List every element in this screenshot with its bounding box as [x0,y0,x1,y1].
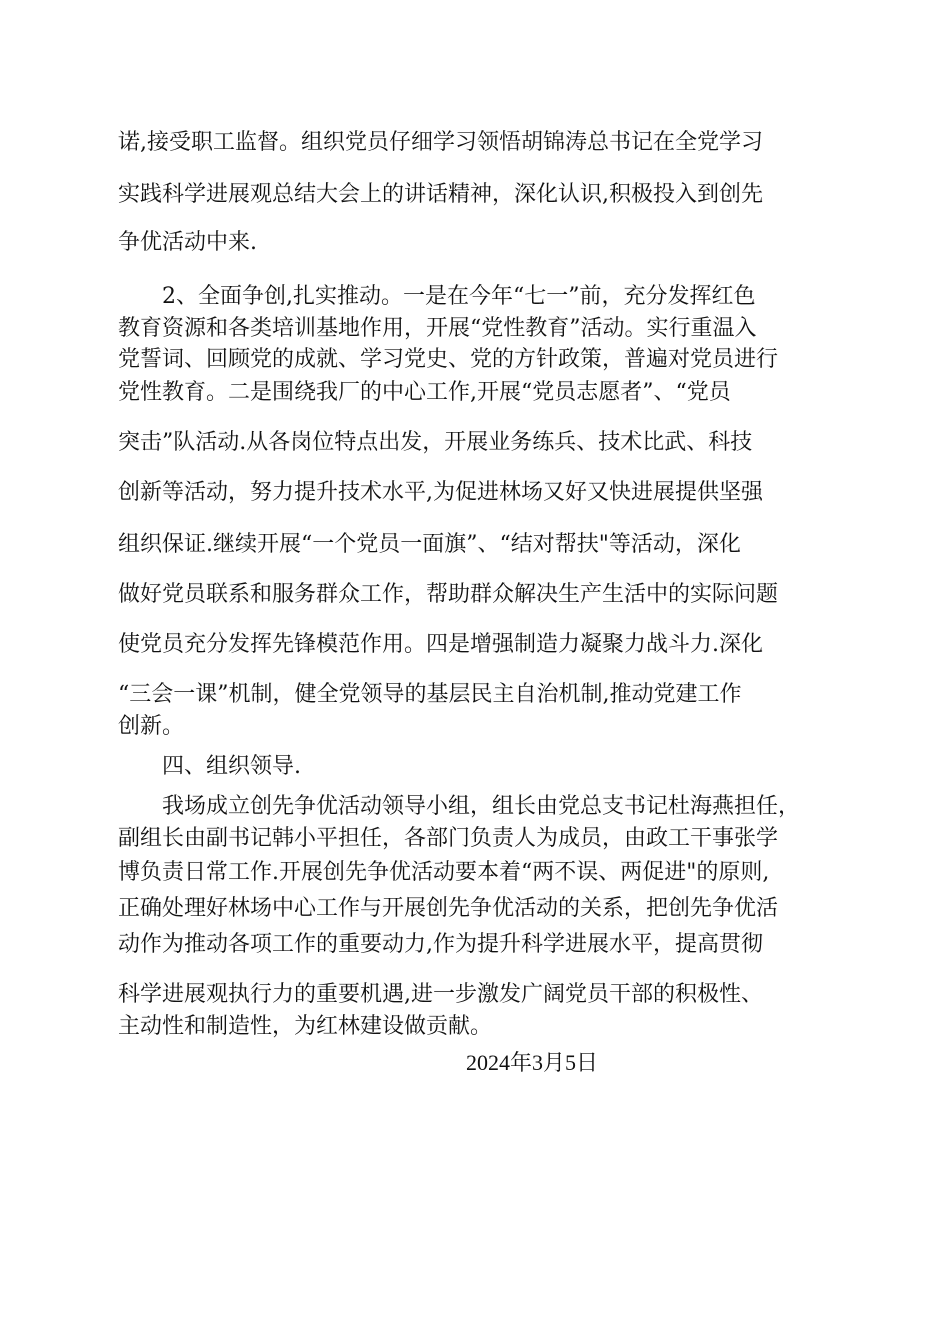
text-line-13: “三会一课”机制，健全党领导的基层民主自治机制,推动党建工作 [118,682,742,707]
text-line-1: 诺,接受职工监督。组织党员仔细学习领悟胡锦涛总书记在全党学习 [118,130,763,155]
text-line-11: 做好党员联系和服务群众工作，帮助群众解决生产生活中的实际问题 [118,582,779,607]
text-line-5: 教育资源和各类培训基地作用，开展“党性教育”活动。实行重温入 [118,316,757,341]
document-date: 2024年3月5日 [466,1050,599,1075]
text-line-9: 创新等活动，努力提升技术水平,为促进林场又好又快进展提供坚强 [118,480,763,505]
text-line-4: 2、全面争创,扎实推动。一是在今年“七一”前，充分发挥红色 [162,284,756,309]
text-line-3: 争优活动中来. [118,230,257,255]
text-line-20: 动作为推动各项工作的重要动力,作为提升科学进展水平，提高贯彻 [118,932,763,957]
text-line-22: 主动性和制造性，为红林建设做贡献。 [118,1014,493,1039]
text-line-16: 我场成立创先争优活动领导小组，组长由党总支书记杜海燕担任， [162,794,801,819]
text-line-21: 科学进展观执行力的重要机遇,进一步激发广阔党员干部的积极性、 [118,982,763,1007]
text-line-12: 使党员充分发挥先锋模范作用。四是增强制造力凝聚力战斗力.深化 [118,632,763,657]
text-line-19: 正确处理好林场中心工作与开展创先争优活动的关系，把创先争优活 [118,896,779,921]
text-line-8: 突击”队活动.从各岗位特点出发，开展业务练兵、技术比武、科技 [118,430,753,455]
text-line-2: 实践科学进展观总结大会上的讲话精神，深化认识,积极投入到创先 [118,182,763,207]
text-line-17: 副组长由副书记韩小平担任，各部门负责人为成员，由政工干事张学 [118,826,779,851]
text-line-6: 党誓词、回顾党的成就、学习党史、党的方针政策，普遍对党员进行 [118,347,779,372]
text-line-7: 党性教育。二是围绕我厂的中心工作,开展“党员志愿者”、“党员 [118,380,731,405]
text-line-10: 组织保证.继续开展“一个党员一面旗”、“结对帮扶"等活动，深化 [118,532,741,557]
text-line-18: 博负责日常工作.开展创先争优活动要本着“两不误、两促进"的原则, [118,860,770,885]
text-line-14: 创新。 [118,714,185,739]
section-heading: 四、组织领导. [162,754,301,779]
